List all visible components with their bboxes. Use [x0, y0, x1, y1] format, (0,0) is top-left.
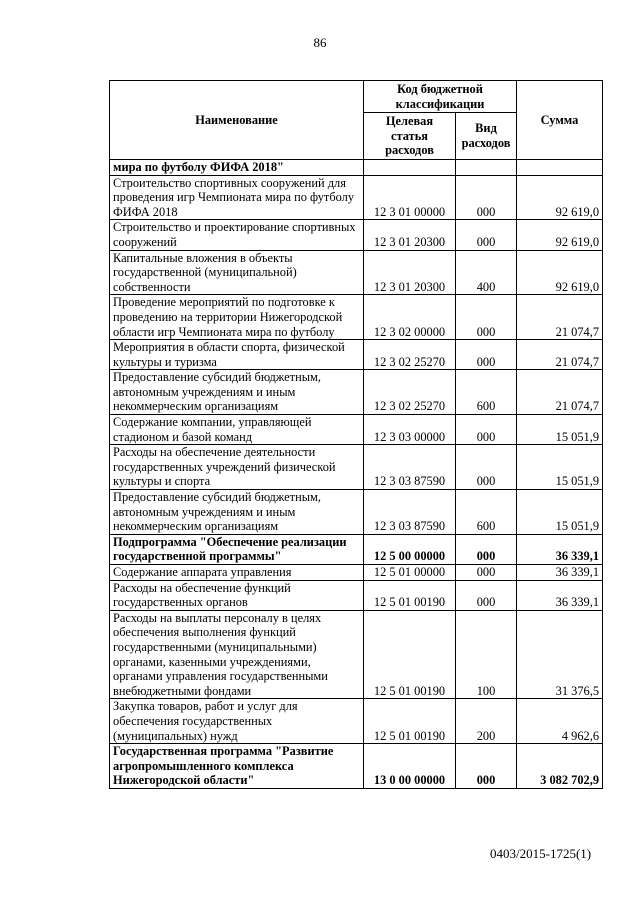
row-sum: 92 619,0	[517, 220, 603, 250]
row-expense-kind: 400	[456, 250, 517, 295]
row-expense-kind: 600	[456, 370, 517, 415]
row-sum: 4 962,6	[517, 699, 603, 744]
row-expense-kind: 000	[456, 534, 517, 564]
row-target-code: 12 3 03 00000	[364, 415, 456, 445]
row-target-code: 12 5 00 00000	[364, 534, 456, 564]
row-sum: 21 074,7	[517, 340, 603, 370]
row-name: Закупка товаров, работ и услуг для обеспечения государственных (муниципальных) нужд	[110, 699, 364, 744]
budget-table	[109, 80, 603, 789]
row-target-code: 12 3 02 25270	[364, 370, 456, 415]
row-expense-kind: 000	[456, 744, 517, 789]
page-number: 86	[313, 35, 327, 50]
row-target-code: 12 3 03 87590	[364, 445, 456, 490]
row-target-code: 12 3 02 00000	[364, 295, 456, 340]
row-expense-kind: 000	[456, 565, 517, 581]
table-body	[110, 159, 603, 788]
table-row	[110, 534, 603, 564]
row-expense-kind: 000	[456, 175, 517, 220]
table-row	[110, 340, 603, 370]
table-row	[110, 610, 603, 699]
row-target-code: 12 3 01 00000	[364, 175, 456, 220]
table-row	[110, 250, 603, 295]
row-expense-kind: 000	[456, 415, 517, 445]
row-target-code: 12 3 01 20300	[364, 220, 456, 250]
row-name: Проведение мероприятий по подготовке к проведению на территории Нижегородской области игр Чемпионата мира по футболу	[110, 295, 364, 340]
table-row	[110, 445, 603, 490]
row-sum: 15 051,9	[517, 490, 603, 535]
row-name: Расходы на выплаты персоналу в целях обеспечения выполнения функций государственными (муниципальными) органами, казенными учреждениями, органами управления государственными внебюджетными фондами	[110, 610, 364, 699]
row-target-code: 12 3 03 87590	[364, 490, 456, 535]
row-expense-kind: 600	[456, 490, 517, 535]
table-row	[110, 744, 603, 789]
table-row	[110, 295, 603, 340]
row-name: Предоставление субсидий бюджетным, автономным учреждениям и иным некоммерческим организациям	[110, 370, 364, 415]
row-name: Государственная программа "Развитие агропромышленного комплекса Нижегородской области"	[110, 744, 364, 789]
table-row	[110, 580, 603, 610]
row-name: Подпрограмма "Обеспечение реализации государственной программы"	[110, 534, 364, 564]
header-expense-kind: Вид расходов	[456, 113, 517, 160]
header-code-group: Код бюджетной классификации	[364, 81, 517, 113]
row-name: Строительство и проектирование спортивных сооружений	[110, 220, 364, 250]
row-expense-kind: 000	[456, 220, 517, 250]
row-target-code: 12 5 01 00190	[364, 699, 456, 744]
row-target-code: 12 3 02 25270	[364, 340, 456, 370]
row-expense-kind: 200	[456, 699, 517, 744]
row-sum: 21 074,7	[517, 295, 603, 340]
table-row	[110, 370, 603, 415]
row-sum	[517, 159, 603, 175]
row-expense-kind: 000	[456, 445, 517, 490]
row-name: Содержание аппарата управления	[110, 565, 364, 581]
table-row	[110, 490, 603, 535]
table-row	[110, 565, 603, 581]
row-sum: 31 376,5	[517, 610, 603, 699]
document-code: 0403/2015-1725(1)	[490, 846, 592, 861]
row-expense-kind	[456, 159, 517, 175]
row-sum: 15 051,9	[517, 445, 603, 490]
row-target-code: 13 0 00 00000	[364, 744, 456, 789]
row-name: Капитальные вложения в объекты государственной (муниципальной) собственности	[110, 250, 364, 295]
row-name: Строительство спортивных сооружений для проведения игр Чемпионата мира по футболу ФИФА 2018	[110, 175, 364, 220]
row-sum: 36 339,1	[517, 565, 603, 581]
row-target-code: 12 5 01 00190	[364, 610, 456, 699]
row-target-code: 12 5 01 00190	[364, 580, 456, 610]
row-sum: 92 619,0	[517, 175, 603, 220]
table-row	[110, 415, 603, 445]
row-sum: 36 339,1	[517, 580, 603, 610]
header-name: Наименование	[110, 81, 364, 160]
row-expense-kind: 000	[456, 580, 517, 610]
row-name: Мероприятия в области спорта, физической культуры и туризма	[110, 340, 364, 370]
row-expense-kind: 100	[456, 610, 517, 699]
row-sum: 92 619,0	[517, 250, 603, 295]
header-sum: Сумма	[517, 81, 603, 160]
row-target-code	[364, 159, 456, 175]
row-name: Расходы на обеспечение функций государственных органов	[110, 580, 364, 610]
row-sum: 36 339,1	[517, 534, 603, 564]
row-name: Расходы на обеспечение деятельности государственных учреждений физической культуры и спорта	[110, 445, 364, 490]
table-row	[110, 175, 603, 220]
header-target-item: Целевая статья расходов	[364, 113, 456, 160]
row-expense-kind: 000	[456, 340, 517, 370]
row-sum: 15 051,9	[517, 415, 603, 445]
row-target-code: 12 5 01 00000	[364, 565, 456, 581]
table-row	[110, 159, 603, 175]
row-name: Содержание компании, управляющей стадионом и базой команд	[110, 415, 364, 445]
table-row	[110, 699, 603, 744]
row-sum: 3 082 702,9	[517, 744, 603, 789]
row-name: Предоставление субсидий бюджетным, автономным учреждениям и иным некоммерческим организациям	[110, 490, 364, 535]
table-row	[110, 220, 603, 250]
row-target-code: 12 3 01 20300	[364, 250, 456, 295]
row-expense-kind: 000	[456, 295, 517, 340]
row-sum: 21 074,7	[517, 370, 603, 415]
row-name: мира по футболу ФИФА 2018"	[110, 159, 364, 175]
